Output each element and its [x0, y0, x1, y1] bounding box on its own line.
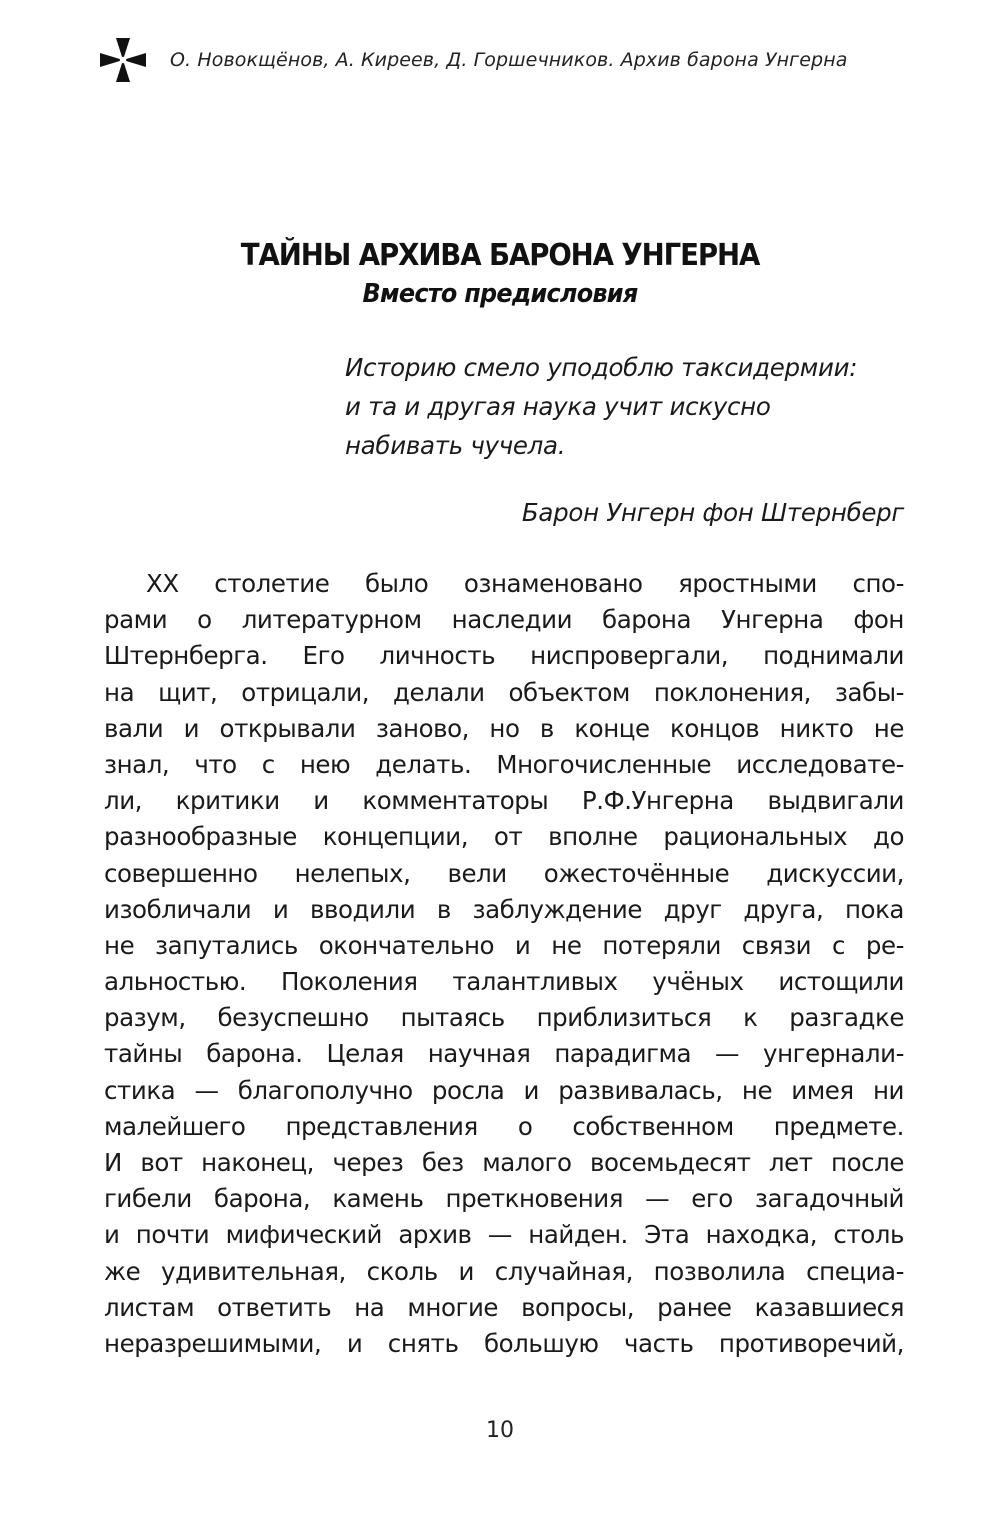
epigraph-line: и та и другая наука учит искусно [345, 392, 771, 421]
body-line: гибели барона, камень преткновения — его загадочный [104, 1184, 904, 1214]
epigraph-line: набивать чучела. [345, 431, 566, 460]
body-line: же удивительная, сколь и случайная, позволила специа- [104, 1256, 904, 1286]
body-line: и почти мифический архив — найден. Эта находка, столь [104, 1220, 904, 1250]
body-line: разнообразные концепции, от вполне рациональных до [104, 822, 904, 852]
body-line: малейшего представления о собственном предмете. [104, 1111, 904, 1141]
body-line: ли, критики и комментаторы Р.Ф.Унгерна выдвигали [104, 786, 904, 816]
body-line: изобличали и вводили в заблуждение друг друга, пока [104, 894, 904, 924]
body-line: знал, что с нею делать. Многочисленные исследовате- [104, 749, 904, 779]
body-line: неразрешимыми, и снять большую часть противоречий, [104, 1328, 904, 1358]
body-line: не запутались окончательно и не потеряли связи с ре- [104, 930, 904, 960]
body-line: XX столетие было ознаменовано яростными спо- [146, 569, 904, 598]
body-line: листам ответить на многие вопросы, ранее казавшиеся [104, 1292, 904, 1322]
body-line: рами о литературном наследии барона Унгерна фон [104, 605, 904, 635]
epigraph-author: Барон Унгерн фон Штернберг [521, 498, 904, 527]
page-number: 10 [486, 1418, 514, 1443]
body-line: совершенно нелепых, вели ожесточённые дискуссии, [104, 858, 904, 888]
body-paragraph [104, 566, 904, 1362]
body-line: вали и открывали заново, но в конце концов никто не [104, 713, 904, 743]
running-header [100, 38, 900, 82]
epigraph [345, 348, 920, 465]
epigraph-line: Историю смело уподоблю таксидермии: [345, 353, 858, 382]
cross-pattee-icon [100, 38, 146, 82]
chapter-heading [0, 236, 1000, 312]
body-line: Штернберга. Его личность ниспровергали, поднимали [104, 641, 904, 671]
chapter-title: ТАЙНЫ АРХИВА БАРОНА УНГЕРНА [240, 238, 760, 273]
body-line: стика — благополучно росла и развивалась, не имея ни [104, 1075, 904, 1105]
body-line: на щит, отрицали, делали объектом поклонения, забы- [104, 677, 904, 707]
body-line: разум, безуспешно пытаясь приблизиться к разгадке [104, 1003, 904, 1033]
body-line: альностью. Поколения талантливых учёных истощили [104, 967, 904, 997]
body-line: И вот наконец, через без малого восемьдесят лет после [104, 1148, 904, 1177]
body-line: тайны барона. Целая научная парадигма — унгернали- [104, 1039, 904, 1069]
chapter-subtitle: Вместо предисловия [362, 279, 638, 309]
running-title: О. Новокщёнов, А. Киреев, Д. Горшечников. Архив барона Унгерна [170, 49, 848, 71]
